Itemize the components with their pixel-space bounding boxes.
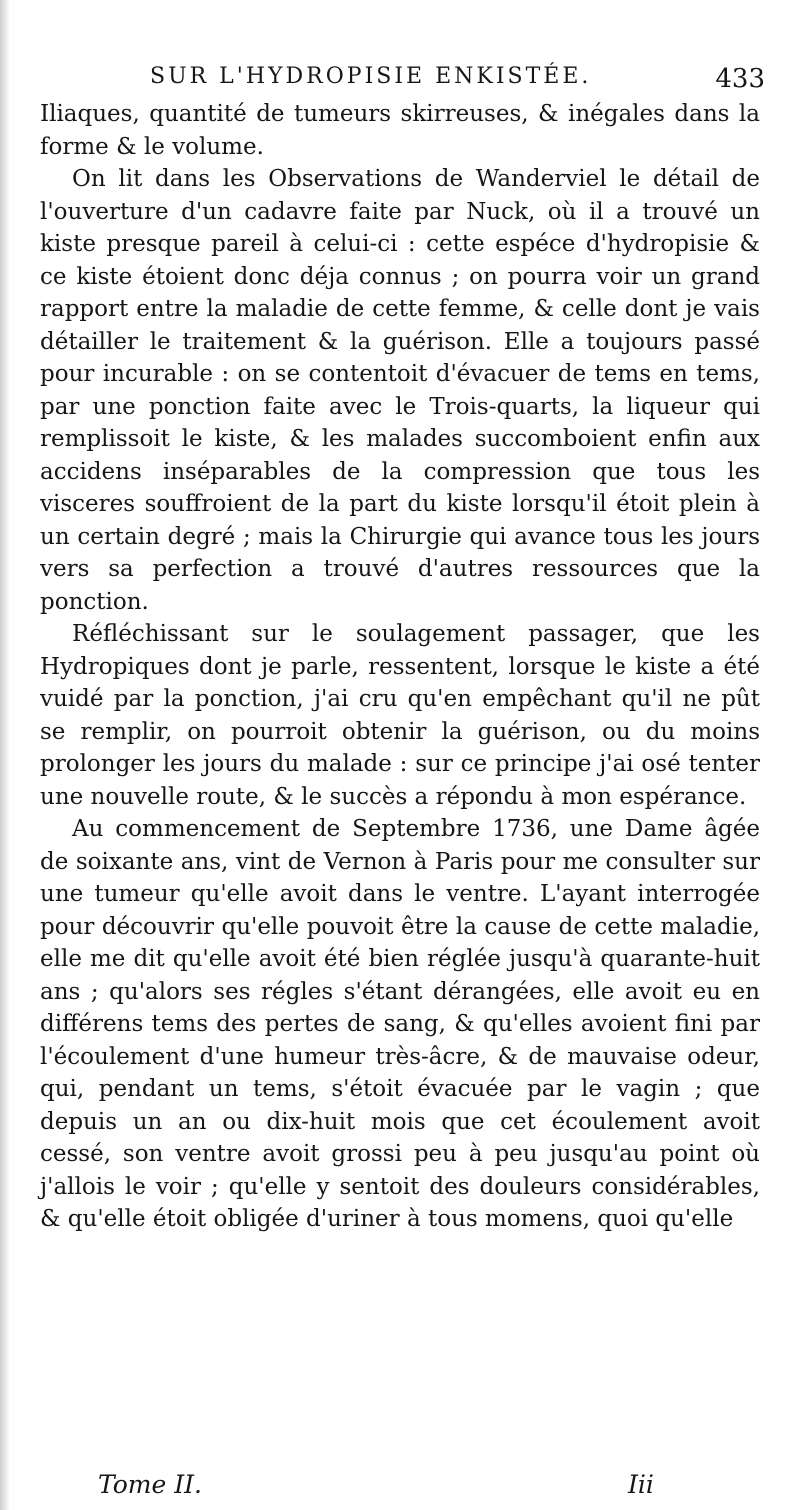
running-head [40,58,765,98]
scan-edge [0,0,10,1510]
paragraph-case-history: Au commencement de Septembre 1736, une Dame âgée de soixante ans, vint de Vernon à Paris pour me consulter sur une tumeur qu'elle avoit dans le ventre. L'ayant interrogée pour découvrir qu'elle pouvoit être la cause de cette maladie, elle me dit qu'elle avoit été bien réglée jusqu'à quarante-huit ans ; qu'alors ses régles s'étant dérangées, elle avoit eu en différens tems des pertes de sang, & qu'elles avoient fini par l'écoulement d'une humeur très-âcre, & de mauvaise odeur, qui, pendant un tems, s'étoit évacuée par le vagin ; que depuis un an ou dix-huit mois que cet écoulement avoit cessé, son ventre avoit grossi peu à peu jusqu'au point où j'allois le voir ; qu'elle y sentoit des douleurs considérables, & qu'elle étoit obligée d'uriner à tous momens, quoi qu'elle [40,816,760,1232]
signature-mark: Iii [628,1470,654,1499]
paragraph-observations: On lit dans les Observations de Wanderviel le détail de l'ouverture d'un cadavre faite par Nuck, où il a trouvé un kiste presque pareil à celui-ci : cette espéce d'hydropisie & ce kiste étoient donc déja connus ; on pourra voir un grand rapport entre la maladie de cette femme, & celle dont je vais détailler le traitement & la guérison. Elle a toujours passé pour incurable : on se contentoit d'évacuer de tems en tems, par une ponction faite avec le Trois-quarts, la liqueur qui remplissoit le kiste, & les malades succomboient enfin aux accidens inséparables de la compression que tous les visceres souffroient de la part du kiste lorsqu'il étoit plein à un certain degré ; mais la Chirurgie qui avance tous les jours vers sa perfection a trouvé d'autres ressources que la ponction. [40,166,760,615]
paragraph-continuation: Iliaques, quantité de tumeurs skirreuses, & inégales dans la forme & le volume. [40,101,760,160]
page-number: 433 [715,64,765,94]
volume-label: Tome II. [98,1470,202,1499]
body-text [40,98,760,1236]
running-title: SUR L'HYDROPISIE ENKISTÉE. [150,64,592,89]
book-page [40,58,765,1236]
paragraph-reflection: Réfléchissant sur le soulagement passager, que les Hydropiques dont je parle, ressentent, lorsque le kiste a été vuidé par la ponction, j'ai cru qu'en empêchant qu'il ne pût se remplir, on pourroit obtenir la guérison, ou du moins prolonger les jours du malade : sur ce principe j'ai osé tenter une nouvelle route, & le succès a répondu à mon espérance. [40,621,760,810]
page-footer [40,1470,760,1510]
